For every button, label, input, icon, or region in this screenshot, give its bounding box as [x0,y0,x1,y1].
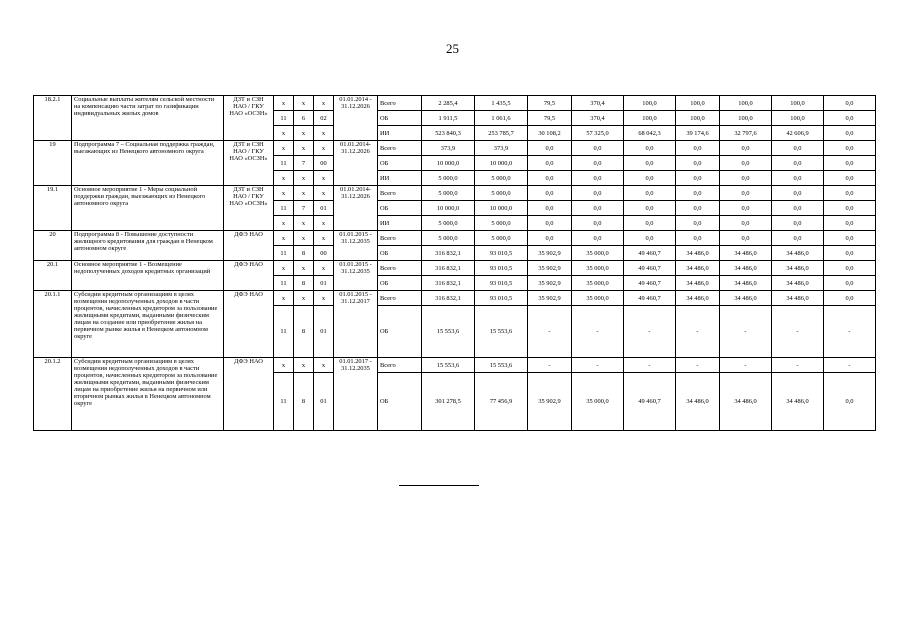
amount-cell: 34 486,0 [772,246,824,261]
amount-cell: 100,0 [624,111,676,126]
amount-cell: 93 010,5 [475,276,528,291]
funding-source: ОБ [378,201,422,216]
amount-cell: 49 460,7 [624,276,676,291]
amount-cell: 34 486,0 [772,373,824,431]
funding-source: Всего [378,96,422,111]
row-period: 01.01.2017 - 31.12.2035 [334,358,378,431]
amount-cell: 35 902,9 [528,261,572,276]
amount-cell: 68 042,3 [624,126,676,141]
amount-cell: 0,0 [824,373,876,431]
amount-cell: 49 460,7 [624,246,676,261]
funding-source: Всего [378,261,422,276]
amount-cell: - [624,306,676,358]
amount-cell: 0,0 [824,291,876,306]
classifier-cell: х [294,358,314,373]
amount-cell: 0,0 [624,186,676,201]
table-row [34,358,876,373]
classifier-cell: х [314,291,334,306]
amount-cell: 0,0 [824,231,876,246]
classifier-cell: х [274,261,294,276]
amount-cell: 0,0 [824,186,876,201]
amount-cell: 35 902,9 [528,291,572,306]
amount-cell: 100,0 [772,111,824,126]
amount-cell: 0,0 [824,111,876,126]
classifier-cell: 7 [294,156,314,171]
classifier-cell: х [294,96,314,111]
classifier-cell: 01 [314,373,334,431]
amount-cell: 0,0 [624,216,676,231]
table-row [34,261,876,276]
amount-cell: 316 832,1 [422,261,475,276]
classifier-cell: х [274,141,294,156]
classifier-cell: 11 [274,276,294,291]
classifier-cell: х [314,216,334,231]
classifier-cell: х [294,216,314,231]
amount-cell: 0,0 [624,171,676,186]
row-executor: ДЗТ и СЗН НАО / ГКУ НАО «ОСЗН» [224,186,274,231]
amount-cell: - [572,358,624,373]
row-name: Подпрограмма 7 – Социальная поддержка граждан, выезжающих из Ненецкого автономного округа [72,141,224,186]
amount-cell: 15 553,6 [422,358,475,373]
amount-cell: 34 486,0 [720,276,772,291]
classifier-cell: 00 [314,156,334,171]
funding-source: ИИ [378,216,422,231]
amount-cell: - [720,358,772,373]
amount-cell: - [824,358,876,373]
classifier-cell: 01 [314,306,334,358]
amount-cell: 79,5 [528,111,572,126]
table-row [34,141,876,156]
amount-cell: 34 486,0 [772,276,824,291]
classifier-cell: 11 [274,201,294,216]
amount-cell: 49 460,7 [624,373,676,431]
funding-source: Всего [378,141,422,156]
amount-cell: 32 797,6 [720,126,772,141]
amount-cell: 79,5 [528,96,572,111]
amount-cell: 34 486,0 [772,291,824,306]
amount-cell: 0,0 [572,186,624,201]
amount-cell: 0,0 [676,201,720,216]
funding-source: Всего [378,231,422,246]
amount-cell: 93 010,5 [475,291,528,306]
classifier-cell: 11 [274,246,294,261]
amount-cell: 373,9 [475,141,528,156]
amount-cell: 5 000,0 [475,231,528,246]
amount-cell: 0,0 [624,141,676,156]
amount-cell: 0,0 [572,216,624,231]
amount-cell: 0,0 [772,156,824,171]
amount-cell: 0,0 [624,156,676,171]
amount-cell: 0,0 [528,216,572,231]
row-code: 18.2.1 [34,96,72,141]
amount-cell: 34 486,0 [676,261,720,276]
amount-cell: 34 486,0 [676,276,720,291]
amount-cell: 100,0 [624,96,676,111]
amount-cell: 93 010,5 [475,261,528,276]
amount-cell: 0,0 [824,246,876,261]
classifier-cell: х [274,216,294,231]
amount-cell: 49 460,7 [624,291,676,306]
classifier-cell: х [294,291,314,306]
amount-cell: 0,0 [824,96,876,111]
amount-cell: 93 010,5 [475,246,528,261]
classifier-cell: х [314,126,334,141]
row-code: 19 [34,141,72,186]
classifier-cell: х [294,231,314,246]
row-period: 01.01.2014 - 31.12.2026 [334,96,378,141]
amount-cell: 0,0 [772,201,824,216]
row-name: Субсидии кредитным организациям в целях возмещения недополученных доходов в части процентов, начисленных кредитором за пользование жилищными кредитами, выданными физическим лицам на создание или приобретение жилья на первичном рынке жилья в Ненецком автономном округе [72,291,224,358]
classifier-cell: х [314,141,334,156]
amount-cell: 0,0 [720,156,772,171]
amount-cell: 0,0 [772,171,824,186]
classifier-cell: х [274,171,294,186]
row-name: Основное мероприятие 1 - Возмещение недополученных доходов кредитных организаций [72,261,224,291]
amount-cell: 30 108,2 [528,126,572,141]
amount-cell: 1 911,5 [422,111,475,126]
classifier-cell: х [274,186,294,201]
amount-cell: 0,0 [824,216,876,231]
amount-cell: 2 285,4 [422,96,475,111]
funding-source: ОБ [378,246,422,261]
amount-cell: 0,0 [528,171,572,186]
row-executor: ДЗТ и СЗН НАО / ГКУ НАО «ОСЗН» [224,96,274,141]
row-code: 20.1 [34,261,72,291]
amount-cell: - [528,306,572,358]
row-period: 01.01.2015 - 31.12.2035 [334,261,378,291]
amount-cell: 35 000,0 [572,246,624,261]
amount-cell: 15 553,6 [475,306,528,358]
amount-cell: 35 902,9 [528,246,572,261]
amount-cell: 0,0 [676,171,720,186]
row-name: Субсидии кредитным организациям в целях возмещения недополученных доходов в части процентов, начисленных кредитором за пользование жилищными кредитами, выданными физическим лицам на приобретение жилья на первичном или вторичном рынках жилья в Ненецком автономном округе [72,358,224,431]
amount-cell: 0,0 [572,156,624,171]
funding-source: ОБ [378,111,422,126]
amount-cell: 15 553,6 [422,306,475,358]
funding-source: ОБ [378,276,422,291]
amount-cell: 100,0 [720,96,772,111]
amount-cell: 5 000,0 [475,171,528,186]
amount-cell: - [772,358,824,373]
amount-cell: 0,0 [528,186,572,201]
amount-cell: 15 553,6 [475,358,528,373]
amount-cell: 0,0 [572,171,624,186]
amount-cell: 34 486,0 [720,373,772,431]
row-name: Социальные выплаты жителям сельской местности на компенсацию части затрат по газификации индивидуальных жилых домов [72,96,224,141]
amount-cell: 0,0 [676,186,720,201]
amount-cell: 100,0 [720,111,772,126]
amount-cell: 57 325,0 [572,126,624,141]
amount-cell: 0,0 [528,231,572,246]
amount-cell: 0,0 [720,201,772,216]
classifier-cell: х [314,186,334,201]
amount-cell: 42 606,9 [772,126,824,141]
classifier-cell: 8 [294,373,314,431]
amount-cell: 10 000,0 [422,156,475,171]
row-executor: ДФЭ НАО [224,358,274,431]
amount-cell: 0,0 [572,141,624,156]
amount-cell: 0,0 [824,156,876,171]
funding-source: ОБ [378,156,422,171]
amount-cell: 370,4 [572,111,624,126]
row-executor: ДФЭ НАО [224,291,274,358]
amount-cell: 100,0 [772,96,824,111]
amount-cell: 0,0 [720,231,772,246]
row-name: Основное мероприятие 1 - Меры социальной поддержки граждан, выезжающих из Ненецкого автономного округа [72,186,224,231]
amount-cell: 0,0 [824,261,876,276]
classifier-cell: х [314,358,334,373]
classifier-cell: 11 [274,373,294,431]
amount-cell: 5 000,0 [422,186,475,201]
amount-cell: 316 832,1 [422,246,475,261]
amount-cell: - [528,358,572,373]
classifier-cell: 8 [294,246,314,261]
classifier-cell: 6 [294,111,314,126]
amount-cell: 370,4 [572,96,624,111]
amount-cell: 34 486,0 [720,246,772,261]
classifier-cell: х [314,261,334,276]
amount-cell: 35 902,9 [528,373,572,431]
row-name: Подпрограмма 8 - Повышение доступности жилищного кредитования для граждан в Ненецком автономном округе [72,231,224,261]
row-code: 20.1.2 [34,358,72,431]
amount-cell: 316 832,1 [422,276,475,291]
amount-cell: 0,0 [528,156,572,171]
amount-cell: 0,0 [676,156,720,171]
funding-source: ИИ [378,126,422,141]
amount-cell: 0,0 [528,141,572,156]
classifier-cell: 11 [274,111,294,126]
amount-cell: 523 840,3 [422,126,475,141]
row-period: 01.01.2014- 31.12.2026 [334,186,378,231]
amount-cell: 0,0 [572,201,624,216]
row-executor: ДЗТ и СЗН НАО / ГКУ НАО «ОСЗН» [224,141,274,186]
amount-cell: 0,0 [772,231,824,246]
amount-cell: 0,0 [772,186,824,201]
amount-cell: 301 278,5 [422,373,475,431]
amount-cell: 1 061,6 [475,111,528,126]
amount-cell: 0,0 [720,141,772,156]
amount-cell: 10 000,0 [475,201,528,216]
amount-cell: 316 832,1 [422,291,475,306]
classifier-cell: х [294,186,314,201]
row-period: 01.01.2015 - 31.12.2017 [334,291,378,358]
amount-cell: 0,0 [720,186,772,201]
amount-cell: 0,0 [824,126,876,141]
funding-source: ИИ [378,171,422,186]
row-period: 01.01.2015 - 31.12.2035 [334,231,378,261]
classifier-cell: х [294,261,314,276]
amount-cell: 39 174,6 [676,126,720,141]
table-row [34,186,876,201]
row-code: 20.1.1 [34,291,72,358]
amount-cell: 5 000,0 [475,216,528,231]
classifier-cell: х [314,96,334,111]
funding-source: Всего [378,291,422,306]
classifier-cell: 8 [294,276,314,291]
amount-cell: 1 435,5 [475,96,528,111]
amount-cell: 34 486,0 [720,261,772,276]
amount-cell: - [624,358,676,373]
classifier-cell: х [274,358,294,373]
classifier-cell: х [274,291,294,306]
amount-cell: 35 000,0 [572,276,624,291]
classifier-cell: 00 [314,246,334,261]
amount-cell: - [824,306,876,358]
classifier-cell: х [294,171,314,186]
amount-cell: 0,0 [624,231,676,246]
amount-cell: 0,0 [772,216,824,231]
amount-cell: 35 902,9 [528,276,572,291]
amount-cell: 5 000,0 [475,186,528,201]
classifier-cell: х [274,126,294,141]
amount-cell: 34 486,0 [676,291,720,306]
classifier-cell: 11 [274,306,294,358]
amount-cell: 0,0 [824,171,876,186]
amount-cell: 34 486,0 [772,261,824,276]
amount-cell: 10 000,0 [475,156,528,171]
classifier-cell: 01 [314,276,334,291]
classifier-cell: 7 [294,201,314,216]
classifier-cell: х [294,126,314,141]
amount-cell: 373,9 [422,141,475,156]
classifier-cell: х [314,171,334,186]
funding-source: ОБ [378,306,422,358]
amount-cell: 35 000,0 [572,373,624,431]
amount-cell: 0,0 [720,171,772,186]
amount-cell: 77 456,9 [475,373,528,431]
amount-cell: 0,0 [772,141,824,156]
funding-source: Всего [378,358,422,373]
amount-cell: 5 000,0 [422,216,475,231]
amount-cell: 0,0 [676,216,720,231]
amount-cell: - [720,306,772,358]
classifier-cell: х [274,231,294,246]
amount-cell: 35 000,0 [572,261,624,276]
classifier-cell: х [274,96,294,111]
amount-cell: 0,0 [624,201,676,216]
amount-cell: 0,0 [528,201,572,216]
row-code: 20 [34,231,72,261]
table-row [34,291,876,306]
row-period: 01.01.2014- 31.12.2026 [334,141,378,186]
amount-cell: 49 460,7 [624,261,676,276]
amount-cell: 0,0 [824,201,876,216]
amount-cell: 0,0 [824,141,876,156]
classifier-cell: 11 [274,156,294,171]
amount-cell: 253 785,7 [475,126,528,141]
row-executor: ДФЭ НАО [224,231,274,261]
classifier-cell: х [294,141,314,156]
amount-cell: 0,0 [720,216,772,231]
classifier-cell: 01 [314,201,334,216]
amount-cell: - [676,306,720,358]
budget-table [33,95,876,431]
amount-cell: 35 000,0 [572,291,624,306]
amount-cell: 0,0 [676,141,720,156]
row-executor: ДФЭ НАО [224,261,274,291]
closing-rule [399,485,479,486]
table-row [34,96,876,111]
amount-cell: 0,0 [676,231,720,246]
page-number: 25 [446,41,459,56]
amount-cell: 100,0 [676,111,720,126]
classifier-cell: 8 [294,306,314,358]
amount-cell: - [772,306,824,358]
amount-cell: 34 486,0 [720,291,772,306]
amount-cell: 34 486,0 [676,373,720,431]
amount-cell: - [572,306,624,358]
row-code: 19.1 [34,186,72,231]
amount-cell: 100,0 [676,96,720,111]
amount-cell: 5 000,0 [422,231,475,246]
amount-cell: 0,0 [572,231,624,246]
classifier-cell: 02 [314,111,334,126]
funding-source: ОБ [378,373,422,431]
amount-cell: 0,0 [824,276,876,291]
amount-cell: 34 486,0 [676,246,720,261]
classifier-cell: х [314,231,334,246]
amount-cell: 5 000,0 [422,171,475,186]
funding-source: Всего [378,186,422,201]
amount-cell: 10 000,0 [422,201,475,216]
table-row [34,231,876,246]
amount-cell: - [676,358,720,373]
